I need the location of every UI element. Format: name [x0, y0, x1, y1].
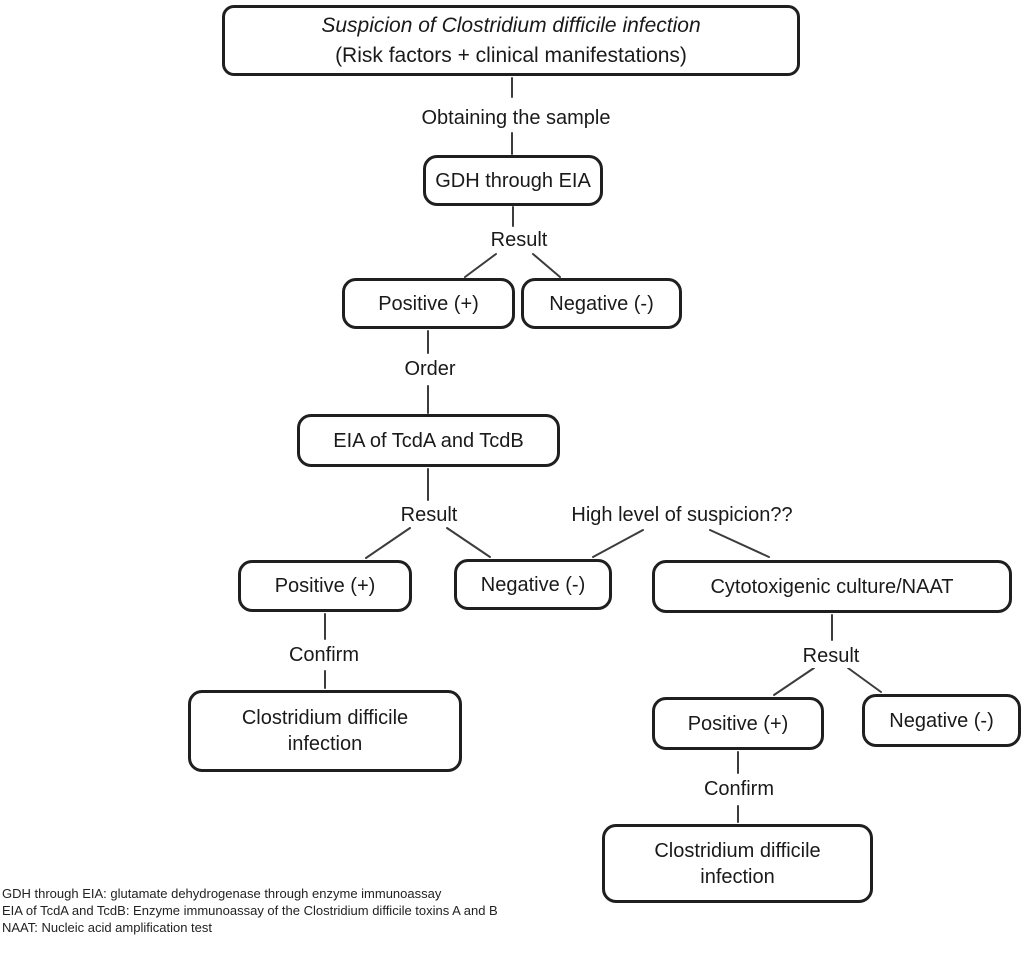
node-culture-positive-label: Positive (+) [687, 712, 789, 735]
edge-label-result-culture: Result [800, 644, 863, 668]
legend-line-gdh: GDH through EIA: glutamate dehydrogenase through enzyme immunoassay [2, 886, 442, 901]
node-gdh-label: GDH through EIA [435, 169, 591, 192]
node-suspicion-line1: Suspicion of Clostridium difficile infection [321, 13, 701, 37]
legend-line-naat: NAAT: Nucleic acid amplification test [2, 920, 213, 935]
edge-result2-to-neg2 [447, 528, 490, 557]
edge-result3-to-neg3 [848, 668, 881, 692]
edge-result1-to-neg1 [533, 254, 560, 277]
edge-label-confirm-right: Confirm [701, 777, 777, 801]
node-cyto-label: Cytotoxigenic culture/NAAT [710, 575, 954, 598]
node-gdh-negative-label: Negative (-) [549, 292, 654, 315]
edge-label-order: Order [401, 357, 458, 381]
node-cdi-right-label: Clostridium difficile infection [654, 839, 821, 888]
node-gdh-through-eia [423, 155, 603, 206]
node-eia-label: EIA of TcdA and TcdB [333, 429, 524, 452]
node-cytotoxigenic-culture-naat [652, 560, 1012, 613]
edge-label-confirm-left: Confirm [286, 643, 362, 667]
edge-label-obtaining-sample: Obtaining the sample [418, 106, 613, 130]
node-gdh-positive [342, 278, 515, 329]
node-culture-negative-label: Negative (-) [889, 709, 994, 732]
node-eia-positive-label: Positive (+) [274, 575, 376, 597]
abbreviation-legend [2, 885, 498, 936]
node-culture-negative [862, 694, 1021, 747]
node-culture-positive [652, 697, 824, 750]
edge-result2-to-pos2 [366, 528, 410, 558]
node-cdi-infection-left [188, 690, 462, 772]
edge-label-high-suspicion: High level of suspicion?? [568, 503, 795, 527]
edge-result1-to-pos1 [465, 254, 496, 277]
node-suspicion-line2: (Risk factors + clinical manifestations) [335, 43, 687, 67]
edge-label-result-eia: Result [398, 503, 461, 527]
node-suspicion-of-cdi [222, 5, 800, 76]
edge-suspicion-q-to-cyto [710, 530, 769, 557]
node-eia-positive [238, 560, 412, 612]
node-eia-negative-label: Negative (-) [480, 573, 586, 596]
node-gdh-positive-label: Positive (+) [378, 292, 479, 315]
edge-label-result-gdh: Result [488, 228, 551, 252]
edge-result3-to-pos3 [774, 668, 814, 695]
node-eia-negative [454, 559, 612, 610]
node-cdi-left-label: Clostridium difficile infection [241, 707, 409, 755]
edge-suspicion-q-to-neg2 [593, 530, 643, 557]
legend-line-eia: EIA of TcdA and TcdB: Enzyme immunoassay of the Clostridium difficile toxins A and B [2, 903, 498, 918]
node-gdh-negative [521, 278, 682, 329]
node-eia-tcda-tcdb [297, 414, 560, 467]
node-cdi-infection-right [602, 824, 873, 903]
